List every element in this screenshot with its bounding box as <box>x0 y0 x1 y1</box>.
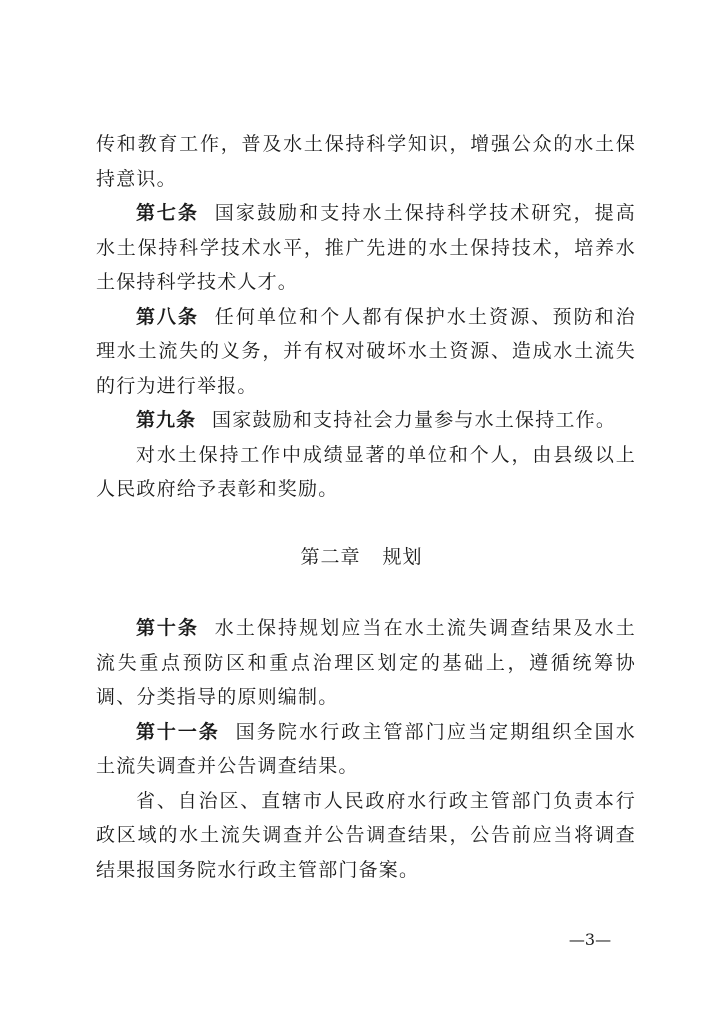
article-9-paragraph-2: 对水土保持工作中成绩显著的单位和个人，由县级以上人民政府给予表彰和奖励。 <box>96 443 636 500</box>
chapter-number: 第二章 <box>300 546 361 568</box>
body-text-upper <box>96 127 636 507</box>
article-10 <box>96 611 636 715</box>
article-7-text: 国家鼓励和支持水土保持科学技术研究，提高水土保持科学技术水平，推广先进的水土保持技术，培养水土保持科学技术人才。 <box>96 202 636 293</box>
article-9 <box>96 403 636 438</box>
article-9-text: 国家鼓励和支持社会力量参与水土保持工作。 <box>212 409 617 431</box>
article-8 <box>96 300 636 404</box>
article-8-label: 第八条 <box>136 305 199 328</box>
article-9-label: 第九条 <box>136 409 197 431</box>
page-number: —3— <box>568 930 612 949</box>
article-11 <box>96 715 636 784</box>
paragraph-continuation: 传和教育工作，普及水土保持科学知识，增强公众的水土保持意识。 <box>96 133 636 190</box>
article-10-label: 第十条 <box>136 617 199 639</box>
article-11-text: 国务院水行政主管部门应当定期组织全国水土流失调查并公告调查结果。 <box>96 720 636 777</box>
article-8-text: 任何单位和个人都有保护水土资源、预防和治理水土流失的义务，并有权对破坏水土资源、造成水土流失的行为进行举报。 <box>96 305 636 397</box>
article-11-label: 第十一条 <box>136 720 220 743</box>
article-10-text: 水土保持规划应当在水土流失调查结果及水土流失重点预防区和重点治理区划定的基础上，遵循统筹协调、分类指导的原则编制。 <box>96 617 636 708</box>
article-11-paragraph-2: 省、自治区、直辖市人民政府水行政主管部门负责本行政区域的水土流失调查并公告调查结果，公告前应当将调查结果报国务院水行政主管部门备案。 <box>96 789 636 881</box>
article-7-label: 第七条 <box>136 202 199 224</box>
chapter-heading <box>0 540 723 574</box>
body-text-lower <box>96 611 636 887</box>
article-7 <box>96 196 636 300</box>
chapter-title: 规划 <box>382 546 423 568</box>
